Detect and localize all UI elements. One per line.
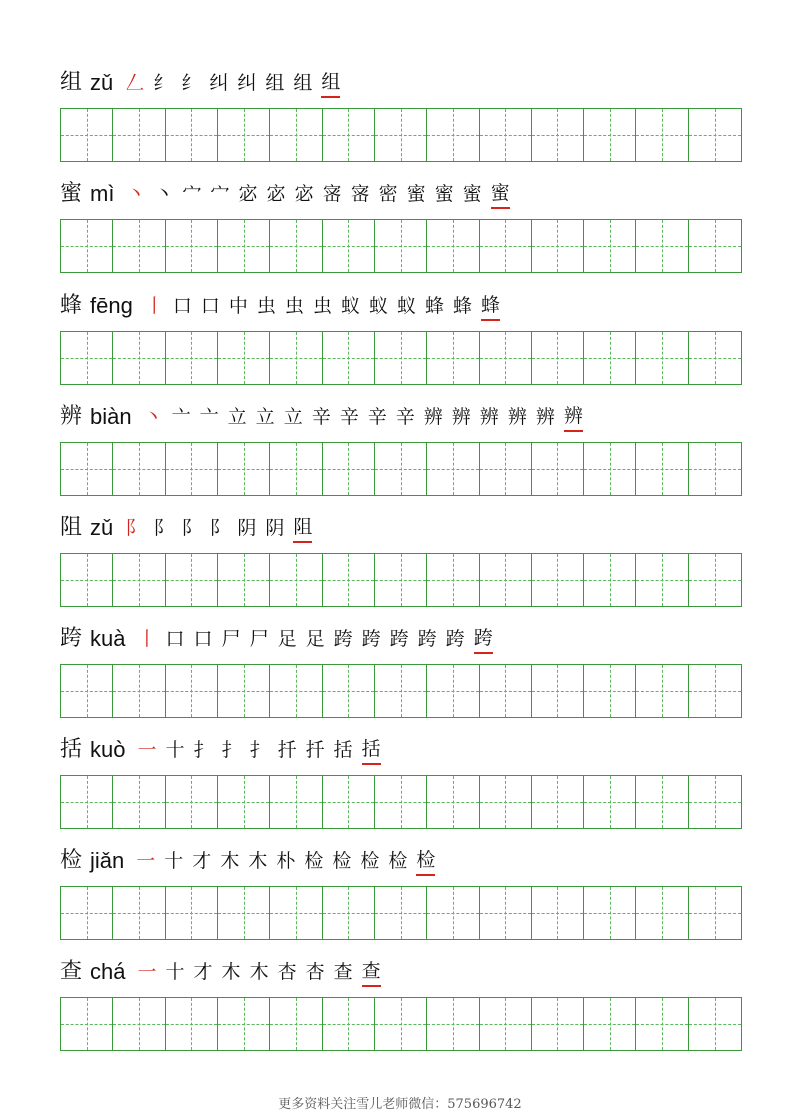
grid-cell[interactable] <box>689 998 741 1050</box>
grid-cell[interactable] <box>584 776 636 828</box>
stroke-order-sequence <box>126 177 518 211</box>
grid-cell[interactable] <box>480 109 532 161</box>
stroke-step: 扌 <box>221 739 241 761</box>
stroke-step: 十 <box>165 739 185 761</box>
grid-cell[interactable] <box>113 776 165 828</box>
stroke-step: 尸 <box>249 628 269 650</box>
grid-cell[interactable] <box>270 554 322 606</box>
stroke-step: 纟 <box>153 72 173 94</box>
stroke-step: 阝 <box>209 517 229 539</box>
pinyin: jiǎn <box>90 848 125 873</box>
stroke-step: 中 <box>228 295 248 317</box>
stroke-step: 虫 <box>256 295 276 317</box>
grid-cell[interactable] <box>532 887 584 939</box>
writing-grid <box>60 997 742 1051</box>
stroke-order-sequence <box>125 511 321 545</box>
stroke-step: 跨 <box>474 624 493 654</box>
grid-cell[interactable] <box>532 443 584 495</box>
grid-cell[interactable] <box>375 443 427 495</box>
writing-grid <box>60 442 742 496</box>
stroke-step: 辨 <box>535 406 555 428</box>
grid-cell[interactable] <box>218 665 270 717</box>
stroke-step: 蜜 <box>406 183 426 205</box>
grid-cell[interactable] <box>218 220 270 272</box>
grid-cell[interactable] <box>689 776 741 828</box>
character: 蜜 <box>60 181 83 206</box>
grid-cell[interactable] <box>427 220 479 272</box>
grid-cell[interactable] <box>323 554 375 606</box>
stroke-step: 组 <box>321 68 340 98</box>
stroke-step: 蜂 <box>453 295 473 317</box>
stroke-step: 足 <box>305 628 325 650</box>
character: 跨 <box>60 626 83 651</box>
grid-cell[interactable] <box>689 554 741 606</box>
grid-cell[interactable] <box>532 332 584 384</box>
grid-cell[interactable] <box>218 887 270 939</box>
stroke-step: 口 <box>165 628 185 650</box>
grid-cell[interactable] <box>636 887 688 939</box>
grid-cell[interactable] <box>270 109 322 161</box>
grid-cell[interactable] <box>375 776 427 828</box>
row-heading <box>60 400 592 434</box>
pinyin: mì <box>90 181 115 206</box>
grid-cell[interactable] <box>166 220 218 272</box>
grid-cell[interactable] <box>218 443 270 495</box>
grid-cell[interactable] <box>270 776 322 828</box>
stroke-step: 虫 <box>312 295 332 317</box>
pinyin: zǔ <box>90 70 114 95</box>
grid-cell[interactable] <box>636 776 688 828</box>
grid-cell[interactable] <box>323 332 375 384</box>
grid-cell[interactable] <box>375 887 427 939</box>
stroke-step: 辨 <box>451 406 471 428</box>
writing-grid <box>60 553 742 607</box>
grid-cell[interactable] <box>61 220 113 272</box>
stroke-step: 辨 <box>564 402 583 432</box>
stroke-order-sequence <box>138 733 390 767</box>
grid-cell[interactable] <box>218 998 270 1050</box>
stroke-step: 阻 <box>293 513 312 543</box>
grid-cell[interactable] <box>689 443 741 495</box>
grid-cell[interactable] <box>636 665 688 717</box>
grid-cell[interactable] <box>689 332 741 384</box>
grid-cell[interactable] <box>323 109 375 161</box>
stroke-step: 口 <box>193 628 213 650</box>
stroke-step: 杏 <box>277 961 297 983</box>
stroke-step: 丨 <box>144 295 164 317</box>
stroke-step: 蚁 <box>340 295 360 317</box>
grid-cell[interactable] <box>375 998 427 1050</box>
stroke-step: 检 <box>360 850 380 872</box>
stroke-step: 木 <box>248 850 268 872</box>
stroke-step: 扦 <box>277 739 297 761</box>
grid-cell[interactable] <box>166 109 218 161</box>
stroke-step: 查 <box>333 961 353 983</box>
grid-cell[interactable] <box>584 332 636 384</box>
stroke-step: 阴 <box>265 517 285 539</box>
stroke-step: 丶 <box>143 406 163 428</box>
stroke-step: 立 <box>283 406 303 428</box>
stroke-step: 阝 <box>125 517 145 539</box>
grid-cell[interactable] <box>61 332 113 384</box>
grid-cell[interactable] <box>427 332 479 384</box>
stroke-step: 辛 <box>339 406 359 428</box>
character: 查 <box>60 959 83 984</box>
grid-cell[interactable] <box>323 220 375 272</box>
stroke-step: 辛 <box>311 406 331 428</box>
stroke-step: 十 <box>165 961 185 983</box>
grid-cell[interactable] <box>113 332 165 384</box>
stroke-step: 木 <box>221 961 241 983</box>
stroke-order-sequence <box>144 400 592 434</box>
stroke-step: 组 <box>293 72 313 94</box>
grid-cell[interactable] <box>270 665 322 717</box>
stroke-step: 辨 <box>423 406 443 428</box>
grid-cell[interactable] <box>532 220 584 272</box>
pinyin: fēng <box>90 293 133 318</box>
stroke-step: 丶 <box>154 183 174 205</box>
pinyin: chá <box>90 959 126 984</box>
grid-cell[interactable] <box>636 332 688 384</box>
stroke-step: 纟 <box>181 72 201 94</box>
grid-cell[interactable] <box>584 220 636 272</box>
grid-cell[interactable] <box>323 443 375 495</box>
grid-cell[interactable] <box>113 998 165 1050</box>
row-heading <box>60 66 349 100</box>
grid-cell[interactable] <box>480 998 532 1050</box>
footer-text: 更多资料关注雪儿老师微信：575696742 <box>278 1097 522 1112</box>
grid-cell[interactable] <box>480 220 532 272</box>
grid-cell[interactable] <box>61 665 113 717</box>
grid-cell[interactable] <box>427 554 479 606</box>
grid-cell[interactable] <box>218 776 270 828</box>
stroke-step: 跨 <box>445 628 465 650</box>
grid-cell[interactable] <box>270 998 322 1050</box>
stroke-step: 木 <box>220 850 240 872</box>
stroke-step: 纠 <box>209 72 229 94</box>
stroke-step: 蚁 <box>396 295 416 317</box>
grid-cell[interactable] <box>166 887 218 939</box>
grid-cell[interactable] <box>584 554 636 606</box>
stroke-step: 宓 <box>294 183 314 205</box>
grid-cell[interactable] <box>270 887 322 939</box>
stroke-step: 跨 <box>417 628 437 650</box>
grid-cell[interactable] <box>270 332 322 384</box>
stroke-step: 辛 <box>395 406 415 428</box>
stroke-step: 口 <box>200 295 220 317</box>
stroke-order-sequence <box>125 66 349 100</box>
grid-cell[interactable] <box>427 665 479 717</box>
grid-cell[interactable] <box>375 332 427 384</box>
grid-cell[interactable] <box>636 554 688 606</box>
stroke-step: 括 <box>362 735 381 765</box>
grid-cell[interactable] <box>427 887 479 939</box>
row-heading <box>60 177 519 211</box>
character: 阻 <box>60 515 83 540</box>
stroke-step: 丶 <box>126 183 146 205</box>
writing-grid <box>60 886 742 940</box>
row-heading <box>60 733 390 767</box>
pinyin: kuà <box>90 626 126 651</box>
grid-cell[interactable] <box>61 443 113 495</box>
grid-cell[interactable] <box>270 220 322 272</box>
stroke-step: 扌 <box>249 739 269 761</box>
stroke-step: 辛 <box>367 406 387 428</box>
stroke-step: 一 <box>136 850 156 872</box>
grid-cell[interactable] <box>532 554 584 606</box>
grid-cell[interactable] <box>480 776 532 828</box>
stroke-step: 辨 <box>507 406 527 428</box>
grid-cell[interactable] <box>636 443 688 495</box>
stroke-step: 检 <box>332 850 352 872</box>
stroke-step: 密 <box>378 183 398 205</box>
stroke-step: 跨 <box>361 628 381 650</box>
grid-cell[interactable] <box>532 109 584 161</box>
stroke-order-sequence <box>138 955 390 989</box>
grid-cell[interactable] <box>480 443 532 495</box>
grid-cell[interactable] <box>323 776 375 828</box>
pinyin: zǔ <box>90 515 114 540</box>
stroke-step: 检 <box>416 846 435 876</box>
character: 辨 <box>60 404 83 429</box>
grid-cell[interactable] <box>480 332 532 384</box>
grid-cell[interactable] <box>166 554 218 606</box>
stroke-step: 蜜 <box>434 183 454 205</box>
writing-grid <box>60 664 742 718</box>
stroke-step: 蜜 <box>491 179 510 209</box>
grid-cell[interactable] <box>427 998 479 1050</box>
grid-cell[interactable] <box>375 665 427 717</box>
grid-cell[interactable] <box>323 665 375 717</box>
stroke-step: 一 <box>137 961 157 983</box>
grid-cell[interactable] <box>113 554 165 606</box>
character: 检 <box>60 848 83 873</box>
grid-cell[interactable] <box>166 998 218 1050</box>
stroke-step: 足 <box>277 628 297 650</box>
grid-cell[interactable] <box>689 109 741 161</box>
grid-cell[interactable] <box>166 665 218 717</box>
stroke-step: 扌 <box>193 739 213 761</box>
grid-cell[interactable] <box>584 665 636 717</box>
grid-cell[interactable] <box>270 443 322 495</box>
grid-cell[interactable] <box>166 332 218 384</box>
grid-cell[interactable] <box>61 109 113 161</box>
stroke-step: 宀 <box>182 183 202 205</box>
stroke-step: 阴 <box>237 517 257 539</box>
row-heading <box>60 844 444 878</box>
grid-cell[interactable] <box>427 109 479 161</box>
grid-cell[interactable] <box>218 109 270 161</box>
grid-cell[interactable] <box>689 220 741 272</box>
stroke-step: 检 <box>304 850 324 872</box>
stroke-step: 组 <box>265 72 285 94</box>
grid-cell[interactable] <box>636 998 688 1050</box>
row-heading <box>60 622 502 656</box>
grid-cell[interactable] <box>61 776 113 828</box>
stroke-step: 才 <box>193 961 213 983</box>
pinyin: kuò <box>90 737 126 762</box>
character: 组 <box>60 70 83 95</box>
stroke-step: 朴 <box>276 850 296 872</box>
grid-cell[interactable] <box>480 665 532 717</box>
stroke-step: 阝 <box>153 517 173 539</box>
grid-cell[interactable] <box>61 998 113 1050</box>
stroke-step: 尸 <box>221 628 241 650</box>
stroke-step: 亠 <box>171 406 191 428</box>
grid-cell[interactable] <box>61 887 113 939</box>
stroke-order-sequence <box>136 844 444 878</box>
stroke-step: 括 <box>333 739 353 761</box>
pinyin: biàn <box>90 404 132 429</box>
grid-cell[interactable] <box>532 998 584 1050</box>
stroke-step: 阝 <box>181 517 201 539</box>
stroke-step: 扦 <box>305 739 325 761</box>
grid-cell[interactable] <box>113 109 165 161</box>
grid-cell[interactable] <box>218 554 270 606</box>
stroke-step: 口 <box>172 295 192 317</box>
stroke-order-sequence <box>138 622 502 656</box>
grid-cell[interactable] <box>323 887 375 939</box>
grid-cell[interactable] <box>61 554 113 606</box>
grid-cell[interactable] <box>532 665 584 717</box>
stroke-step: 蜂 <box>481 291 500 321</box>
stroke-step: 十 <box>164 850 184 872</box>
stroke-step: 宓 <box>238 183 258 205</box>
grid-cell[interactable] <box>584 443 636 495</box>
stroke-step: 跨 <box>333 628 353 650</box>
grid-cell[interactable] <box>166 443 218 495</box>
stroke-step: 蚁 <box>368 295 388 317</box>
stroke-step: 虫 <box>284 295 304 317</box>
stroke-step: 宻 <box>350 183 370 205</box>
grid-cell[interactable] <box>584 887 636 939</box>
grid-cell[interactable] <box>636 109 688 161</box>
writing-grid <box>60 219 742 273</box>
grid-cell[interactable] <box>689 665 741 717</box>
grid-cell[interactable] <box>218 332 270 384</box>
stroke-step: 立 <box>255 406 275 428</box>
grid-cell[interactable] <box>532 776 584 828</box>
stroke-order-sequence <box>145 289 509 323</box>
stroke-step: 跨 <box>389 628 409 650</box>
stroke-step: 宓 <box>266 183 286 205</box>
stroke-step: 蜂 <box>425 295 445 317</box>
grid-cell[interactable] <box>375 554 427 606</box>
stroke-step: 蜜 <box>462 183 482 205</box>
grid-cell[interactable] <box>113 665 165 717</box>
writing-grid <box>60 331 742 385</box>
grid-cell[interactable] <box>113 220 165 272</box>
stroke-step: 辨 <box>479 406 499 428</box>
grid-cell[interactable] <box>166 776 218 828</box>
stroke-step: 杏 <box>305 961 325 983</box>
row-heading <box>60 511 321 545</box>
grid-cell[interactable] <box>113 443 165 495</box>
grid-cell[interactable] <box>480 887 532 939</box>
grid-cell[interactable] <box>113 887 165 939</box>
grid-cell[interactable] <box>689 887 741 939</box>
stroke-step: 宻 <box>322 183 342 205</box>
grid-cell[interactable] <box>375 109 427 161</box>
stroke-step: 亠 <box>199 406 219 428</box>
stroke-step: 立 <box>227 406 247 428</box>
character: 括 <box>60 737 83 762</box>
row-heading <box>60 955 390 989</box>
grid-cell[interactable] <box>427 443 479 495</box>
stroke-step: 查 <box>362 957 381 987</box>
grid-cell[interactable] <box>427 776 479 828</box>
writing-grid <box>60 775 742 829</box>
stroke-step: 木 <box>249 961 269 983</box>
stroke-step: 宀 <box>210 183 230 205</box>
grid-cell[interactable] <box>584 998 636 1050</box>
stroke-step: 才 <box>192 850 212 872</box>
stroke-step: 检 <box>388 850 408 872</box>
row-heading <box>60 289 509 323</box>
grid-cell[interactable] <box>375 220 427 272</box>
grid-cell[interactable] <box>636 220 688 272</box>
stroke-step: 纠 <box>237 72 257 94</box>
stroke-step: 丨 <box>137 628 157 650</box>
grid-cell[interactable] <box>584 109 636 161</box>
stroke-step: 一 <box>137 739 157 761</box>
grid-cell[interactable] <box>480 554 532 606</box>
writing-grid <box>60 108 742 162</box>
stroke-step: 𠃋 <box>125 72 145 94</box>
character: 蜂 <box>60 293 83 318</box>
grid-cell[interactable] <box>323 998 375 1050</box>
